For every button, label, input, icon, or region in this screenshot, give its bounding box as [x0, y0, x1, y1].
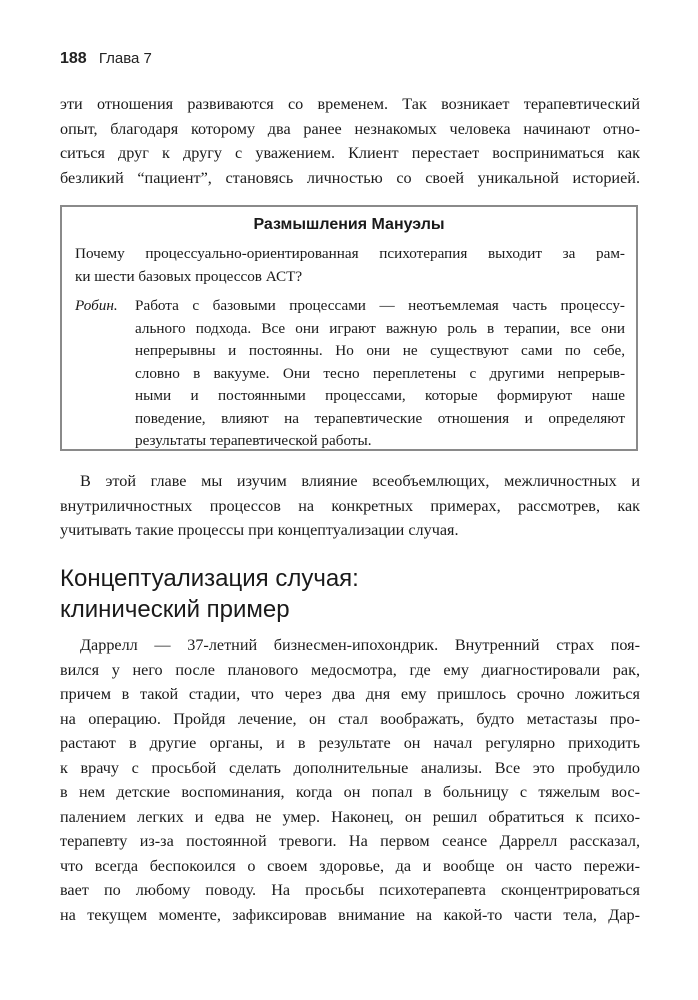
text-line: опыт, благодаря которому два ранее незнакомых человека начинают отно- — [60, 119, 640, 138]
chapter-label: Глава 7 — [98, 50, 152, 67]
section-heading — [60, 563, 640, 625]
intro-paragraph — [60, 92, 640, 190]
text-line: В этой главе мы изучим влияние всеобъемлющих, межличностных и — [80, 472, 640, 490]
chapter-paragraph — [60, 469, 640, 543]
sidebar-question — [75, 243, 625, 288]
running-header — [60, 50, 152, 68]
text-line: на текущем моменте, зафиксировав внимание на какой-то части тела, Дар- — [60, 905, 640, 924]
text-line: результаты терапевтической работы. — [135, 432, 372, 449]
text-line: растают в другие органы, и в результате он начал регулярно приходить — [60, 734, 640, 752]
text-line: поведение, влияют на терапевтические отношения и определяют — [135, 409, 625, 427]
text-line: учитывать такие процессы при концептуализации случая. — [60, 521, 459, 539]
text-line: что всегда беспокоился о своем здоровье, да и вообще он часто пережи- — [60, 856, 640, 875]
text-line: причем в такой стадии, что через два дня ему пришлось срочно ложиться — [60, 685, 640, 703]
text-line: в нем детские воспоминания, когда он попал в больницу с тяжелым вос- — [60, 783, 640, 801]
text-line: вает по любому поводу. На просьбы психотерапевта сконцентрироваться — [60, 881, 640, 899]
text-line: вился у него после планового медосмотра, где ему диагностировали рак, — [60, 660, 640, 679]
text-line: эти отношения развиваются со временем. Так возникает терапевтический — [60, 95, 640, 113]
text-line: ными и постоянными процессами, которые формируют наше — [135, 387, 625, 404]
sidebar-title: Размышления Мануэлы — [253, 216, 445, 233]
page-number: 188 — [60, 50, 87, 67]
text-line: к врачу с просьбой сделать дополнительные анализы. Все это пробудило — [60, 758, 640, 777]
text-line: ки шести базовых процессов АСТ? — [75, 267, 303, 285]
speaker-label: Робин. — [75, 297, 118, 314]
text-line: непрерывны и постоянны. Но они не существуют сами по себе, — [135, 342, 625, 359]
text-line: Даррелл — 37-летний бизнесмен-ипохондрик. Внутренний страх поя- — [80, 636, 640, 654]
sidebar-answer — [135, 295, 625, 453]
text-line: палением легких и едва не умер. Наконец, он решил обратиться к психо- — [60, 807, 640, 826]
text-line: словно в вакууме. Они тесно переплетены с другими непрерыв- — [135, 364, 625, 382]
text-line: безликий “пациент”, становясь личностью со своей уникальной историей. — [60, 168, 640, 187]
section-heading-line: клинический пример — [60, 596, 290, 623]
text-line: на операцию. Пройдя лечение, он стал воображать, будто метастазы про- — [60, 709, 640, 728]
text-line: Почему процессуально-ориентированная психотерапия выходит за рам- — [75, 245, 625, 262]
section-heading-line: Концептуализация случая: — [60, 565, 359, 592]
case-paragraph — [60, 633, 640, 927]
text-line: ситься друг к другу с уважением. Клиент перестает восприниматься как — [60, 144, 640, 162]
reflection-sidebar — [60, 205, 638, 451]
text-line: внутриличностных процессов на конкретных примерах, рассмотрев, как — [60, 496, 640, 515]
text-line: терапевту из-за постоянной тревоги. На первом сеансе Даррелл рассказал, — [60, 832, 640, 850]
text-line: ального подхода. Все они играют важную роль в терапии, все они — [135, 319, 625, 337]
text-line: Работа с базовыми процессами — неотъемлемая часть процессу- — [135, 297, 625, 314]
